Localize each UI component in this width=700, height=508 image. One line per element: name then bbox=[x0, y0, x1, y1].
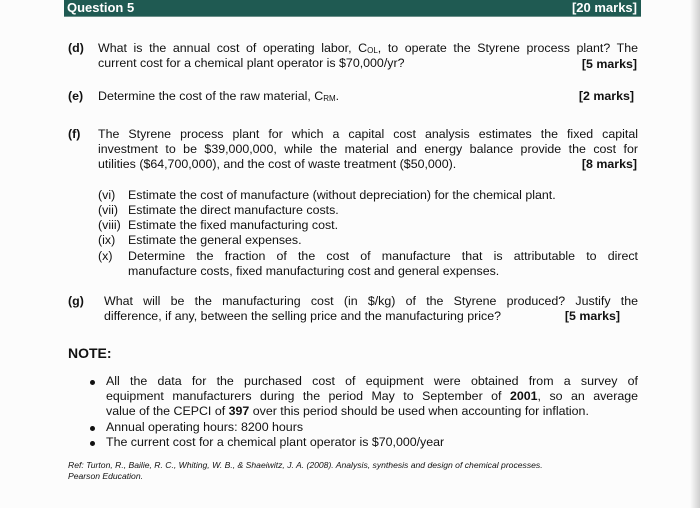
reference-line2: Pearson Education. bbox=[68, 471, 144, 481]
part-g-line1: What will be the manufacturing cost (in $/kg) of the Styrene produced? Justify the bbox=[104, 294, 638, 308]
header-divider bbox=[64, 16, 641, 17]
note-bullet-3: The current cost for a chemical plant operator is $70,000/year bbox=[106, 435, 445, 449]
note-bullet-2: Annual operating hours: 8200 hours bbox=[106, 420, 304, 434]
part-g-label: (g) bbox=[68, 294, 84, 308]
part-e-marks: [2 marks] bbox=[578, 89, 634, 103]
part-g-line2: difference, if any, between the selling price and the manufacturing price? bbox=[104, 309, 501, 323]
bullet-dot-2 bbox=[90, 426, 95, 431]
item-ix-text: Estimate the general expenses. bbox=[128, 233, 302, 247]
item-vii-text: Estimate the direct manufacture costs. bbox=[128, 203, 339, 217]
part-f-marks: [8 marks] bbox=[581, 157, 637, 171]
item-viii-text: Estimate the fixed manufacturing cost. bbox=[128, 218, 339, 232]
reference-line1: Ref: Turton, R., Bailie, R. C., Whiting, W. B., & Shaeiwitz, J. A. (2008). Analysis, synthesis and design of chemical processes. bbox=[68, 460, 543, 470]
item-x-number: (x) bbox=[98, 249, 113, 263]
part-f-paragraph: The Styrene process plant for which a capital cost analysis estimates the fixed capital investment to be $39,000,000, while the material and energy balance provide the cost for utilities ($64,700,000), and the cost of waste treatment ($50,000). bbox=[98, 127, 638, 171]
part-e-text: Determine the cost of the raw material, $C_{RM}$. bbox=[98, 89, 340, 103]
page-edge-shadow bbox=[690, 0, 700, 508]
bullet-dot-3 bbox=[90, 441, 95, 446]
item-x-text-line2: manufacture costs, fixed manufacturing cost and general expenses. bbox=[128, 264, 500, 278]
part-f-label: (f) bbox=[68, 127, 81, 141]
item-vii-number: (vii) bbox=[98, 203, 118, 217]
item-vi-number: (vi) bbox=[98, 188, 116, 202]
question-total-marks: [20 marks] bbox=[571, 0, 637, 15]
item-ix-number: (ix) bbox=[98, 233, 116, 247]
part-d-line1: What is the annual cost of operating labor, $C_{OL}$, to operate the Styrene process plant? The bbox=[98, 41, 638, 55]
bullet-dot-1 bbox=[90, 380, 95, 385]
note-bullet-1: All the data for the purchased cost of equipment were obtained from a survey of equipment manufacturers during the period May to September of 2001, so an average value of the CEPCI of 397 over this period should be used when accounting for inflation. bbox=[106, 374, 638, 418]
item-vi-text: Estimate the cost of manufacture (without depreciation) for the chemical plant. bbox=[128, 188, 556, 202]
part-d-label: (d) bbox=[68, 41, 84, 55]
item-x-text-line1: Determine the fraction of the cost of manufacture that is attributable to direct bbox=[128, 249, 638, 263]
note-heading: NOTE: bbox=[68, 345, 112, 361]
part-g-marks: [5 marks] bbox=[564, 309, 620, 323]
part-e-label: (e) bbox=[68, 89, 84, 103]
part-d-marks: [5 marks] bbox=[581, 57, 637, 71]
item-viii-number: (viii) bbox=[98, 218, 121, 232]
question-header bbox=[64, 0, 641, 16]
question-title: Question 5 bbox=[67, 0, 135, 15]
part-d-line2: current cost for a chemical plant operator is $70,000/yr? bbox=[98, 56, 405, 70]
